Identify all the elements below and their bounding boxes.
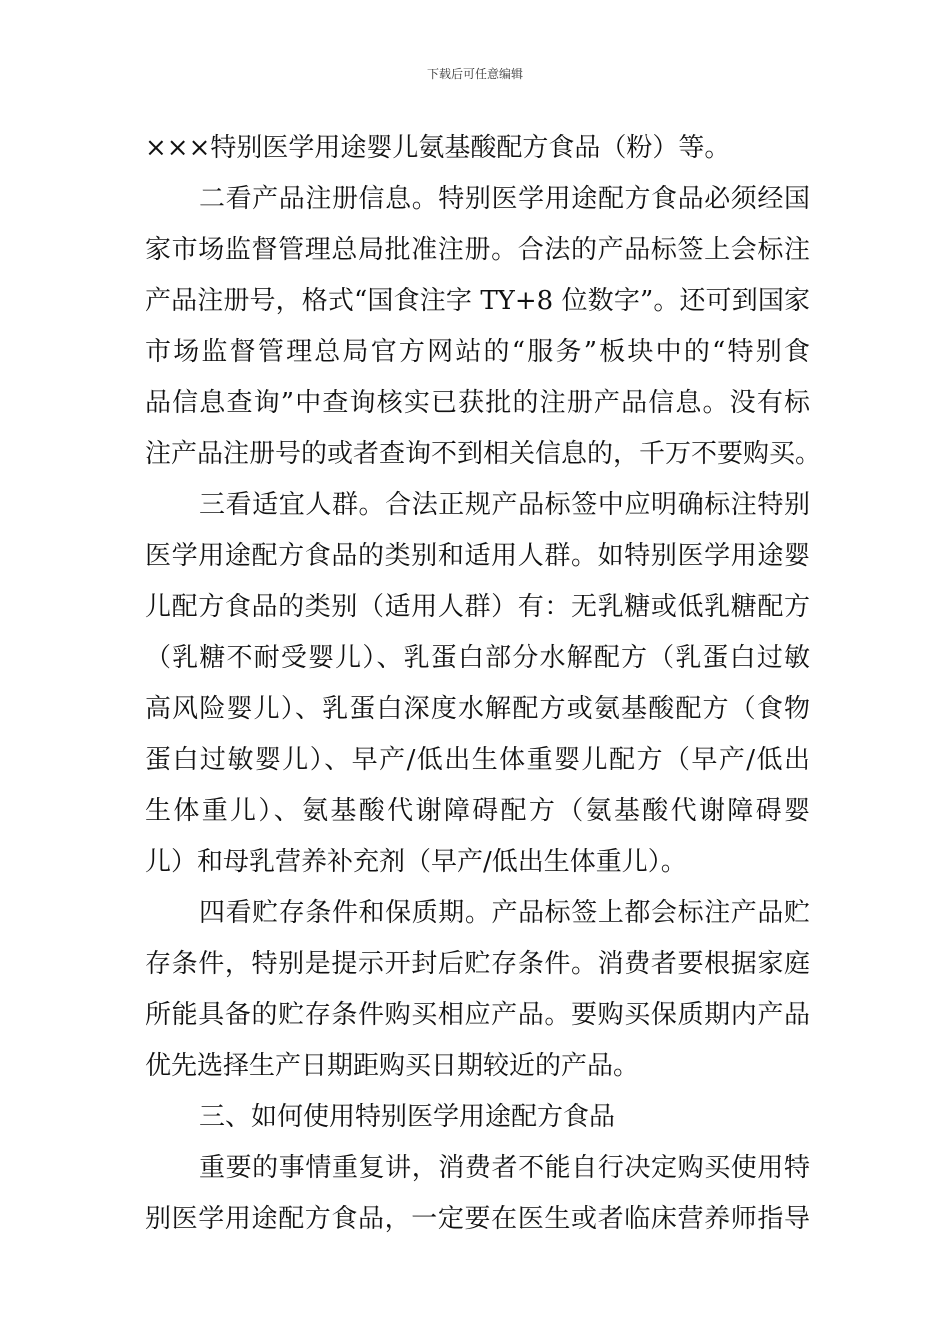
text-line: 所能具备的贮存条件购买相应产品。要购买保质期内产品 <box>145 1000 810 1030</box>
document-body <box>145 123 822 1245</box>
text-line: 儿配方食品的类别（适用人群）有：无乳糖或低乳糖配方 <box>145 592 810 622</box>
text-line: 高风险婴儿）、乳蛋白深度水解配方或氨基酸配方（食物 <box>145 694 810 724</box>
page-header-note: 下载后可任意编辑 <box>426 67 523 81</box>
section-heading: 三、如何使用特别医学用途配方食品 <box>199 1102 616 1132</box>
text-line: 市场监督管理总局官方网站的“服务”板块中的“特别食 <box>145 337 810 367</box>
text-line: 注产品注册号的或者查询不到相关信息的，千万不要购买。 <box>145 439 822 469</box>
text-line: 产品注册号，格式“国食注字 TY+8 位数字”。还可到国家 <box>145 286 810 316</box>
paragraph-start-line: 二看产品注册信息。特别医学用途配方食品必须经国 <box>199 184 810 214</box>
text-line: 儿）和母乳营养补充剂（早产/低出生体重儿）。 <box>145 847 687 877</box>
text-line: ×××特别医学用途婴儿氨基酸配方食品（粉）等。 <box>145 133 731 163</box>
text-line: 别医学用途配方食品，一定要在医生或者临床营养师指导 <box>145 1204 810 1234</box>
text-line: 存条件，特别是提示开封后贮存条件。消费者要根据家庭 <box>145 949 810 979</box>
text-line: 品信息查询”中查询核实已获批的注册产品信息。没有标 <box>145 388 810 418</box>
text-line: （乳糖不耐受婴儿）、乳蛋白部分水解配方（乳蛋白过敏 <box>145 643 810 673</box>
text-line: 医学用途配方食品的类别和适用人群。如特别医学用途婴 <box>145 541 810 571</box>
text-line: 生体重儿）、氨基酸代谢障碍配方（氨基酸代谢障碍婴 <box>145 796 810 826</box>
text-line: 优先选择生产日期距购买日期较近的产品。 <box>145 1051 640 1081</box>
paragraph-start-line: 重要的事情重复讲，消费者不能自行决定购买使用特 <box>199 1153 810 1183</box>
paragraph-start-line: 三看适宜人群。合法正规产品标签中应明确标注特别 <box>199 490 810 520</box>
paragraph-start-line: 四看贮存条件和保质期。产品标签上都会标注产品贮 <box>199 898 810 928</box>
text-line: 蛋白过敏婴儿）、早产/低出生体重婴儿配方（早产/低出 <box>145 745 810 775</box>
text-line: 家市场监督管理总局批准注册。合法的产品标签上会标注 <box>145 235 810 265</box>
